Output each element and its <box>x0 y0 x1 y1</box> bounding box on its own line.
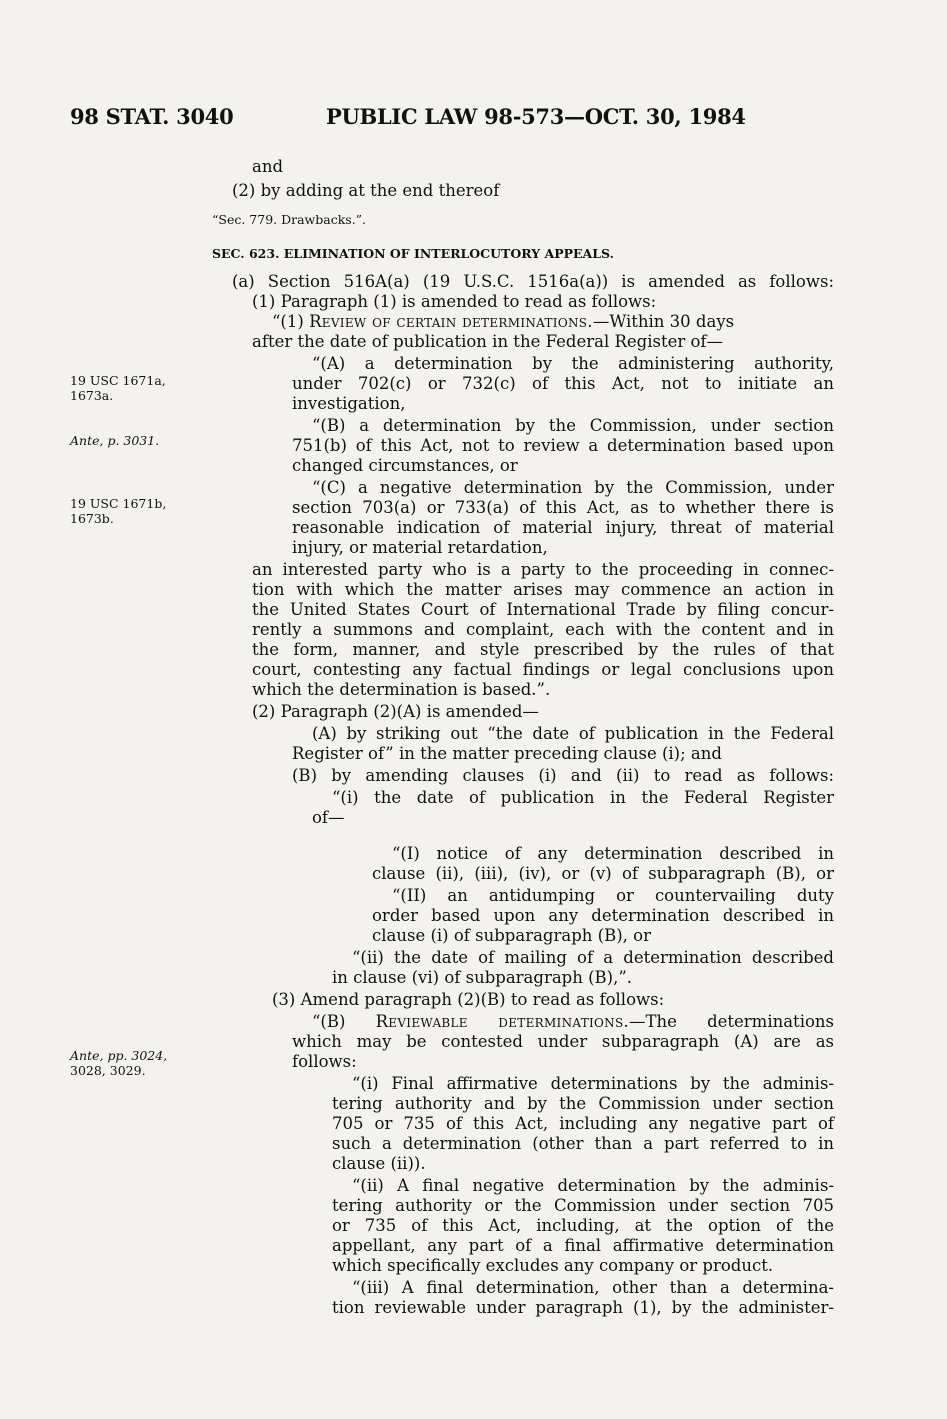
text-line: “(ii) the date of mailing of a determination described <box>352 948 834 967</box>
text-line: tering authority or the Commission under section 705 <box>332 1196 834 1215</box>
text-line: court, contesting any factual findings or legal conclusions upon <box>252 660 834 679</box>
text-line: of— <box>312 808 345 827</box>
text-line: “(iii) A final determination, other than a determina- <box>352 1278 834 1297</box>
text-line: which specifically excludes any company or product. <box>332 1256 774 1275</box>
text-line: “(II) an antidumping or countervailing duty <box>392 886 834 905</box>
text-line: which the determination is based.”. <box>252 680 551 699</box>
text-line: (2) Paragraph (2)(A) is amended— <box>252 702 539 721</box>
text-line: 751(b) of this Act, not to review a determination based upon <box>292 436 834 455</box>
text-line: clause (ii), (iii), (iv), or (v) of subparagraph (B), or <box>372 864 834 883</box>
text-line: “(A) a determination by the administering authority, <box>312 354 834 373</box>
text-line: or 735 of this Act, including, at the option of the <box>332 1216 834 1235</box>
text-line: “(B) a determination by the Commission, under section <box>312 416 834 435</box>
text-line: (2) by adding at the end thereof <box>232 181 500 200</box>
text-line: “(B) Reviewable determinations.—The determinations <box>312 1012 834 1031</box>
margin-note: Ante, p. 3031. <box>70 433 160 448</box>
text-line: such a determination (other than a part referred to in <box>332 1134 834 1153</box>
text-line: clause (i) of subparagraph (B), or <box>372 926 651 945</box>
text-line: investigation, <box>292 394 406 413</box>
text-line: the form, manner, and style prescribed by the rules of that <box>252 640 834 659</box>
margin-note: 19 USC 1671b, 1673b. <box>70 496 167 526</box>
text-line: after the date of publication in the Federal Register of— <box>252 332 724 351</box>
text-line: order based upon any determination described in <box>372 906 834 925</box>
paragraph-heading: Review of certain determinations. <box>309 312 593 331</box>
text-line: follows: <box>292 1052 357 1071</box>
text-line: 705 or 735 of this Act, including any negative part of <box>332 1114 834 1133</box>
text-line: (a) Section 516A(a) (19 U.S.C. 1516a(a)) is amended as follows: <box>232 272 834 291</box>
text-line: the United States Court of International Trade by filing concur- <box>252 600 834 619</box>
text-line: changed circumstances, or <box>292 456 518 475</box>
margin-note: Ante, pp. 3024, 3028, 3029. <box>70 1048 168 1078</box>
text-line: “(I) notice of any determination described in <box>392 844 834 863</box>
text-line: clause (ii)). <box>332 1154 426 1173</box>
text-line: (B) by amending clauses (i) and (ii) to read as follows: <box>292 766 834 785</box>
text-line: (3) Amend paragraph (2)(B) to read as follows: <box>272 990 665 1009</box>
text-line: appellant, any part of a final affirmative determination <box>332 1236 834 1255</box>
section-heading: SEC. 623. ELIMINATION OF INTERLOCUTORY APPEALS. <box>212 246 614 261</box>
text-line: section 703(a) or 733(a) of this Act, as to whether there is <box>292 498 834 517</box>
running-header-title: PUBLIC LAW 98-573—OCT. 30, 1984 <box>326 104 746 129</box>
statute-page-number: 98 STAT. 3040 <box>70 104 234 129</box>
text-line: “(i) Final affirmative determinations by the adminis- <box>352 1074 834 1093</box>
text-line: (A) by striking out “the date of publication in the Federal <box>312 724 834 743</box>
text-line: Register of” in the matter preceding clause (i); and <box>292 744 722 763</box>
text-line: in clause (vi) of subparagraph (B),”. <box>332 968 633 987</box>
text-line: (1) Paragraph (1) is amended to read as follows: <box>252 292 657 311</box>
text-line: tion with which the matter arises may commence an action in <box>252 580 834 599</box>
text-line: injury, or material retardation, <box>292 538 548 557</box>
text-line: and <box>252 157 284 176</box>
text-line: which may be contested under subparagraph (A) are as <box>292 1032 834 1051</box>
text-line: reasonable indication of material injury, threat of material <box>292 518 834 537</box>
margin-note: 19 USC 1671a, 1673a. <box>70 373 166 403</box>
text-line: “(ii) A final negative determination by the adminis- <box>352 1176 834 1195</box>
text-line: under 702(c) or 732(c) of this Act, not to initiate an <box>292 374 834 393</box>
text-line: tering authority and by the Commission under section <box>332 1094 834 1113</box>
text-line: “(1) Review of certain determinations.—Within 30 days <box>272 312 735 331</box>
text-line: rently a summons and complaint, each with the content and in <box>252 620 834 639</box>
text-line: “Sec. 779. Drawbacks.”. <box>212 212 367 227</box>
text-line: “(C) a negative determination by the Commission, under <box>312 478 834 497</box>
text-line: tion reviewable under paragraph (1), by the administer- <box>332 1298 834 1317</box>
paragraph-heading: Reviewable determinations. <box>375 1012 630 1031</box>
text-line: “(i) the date of publication in the Federal Register <box>332 788 834 807</box>
text-line: an interested party who is a party to the proceeding in connec- <box>252 560 834 579</box>
